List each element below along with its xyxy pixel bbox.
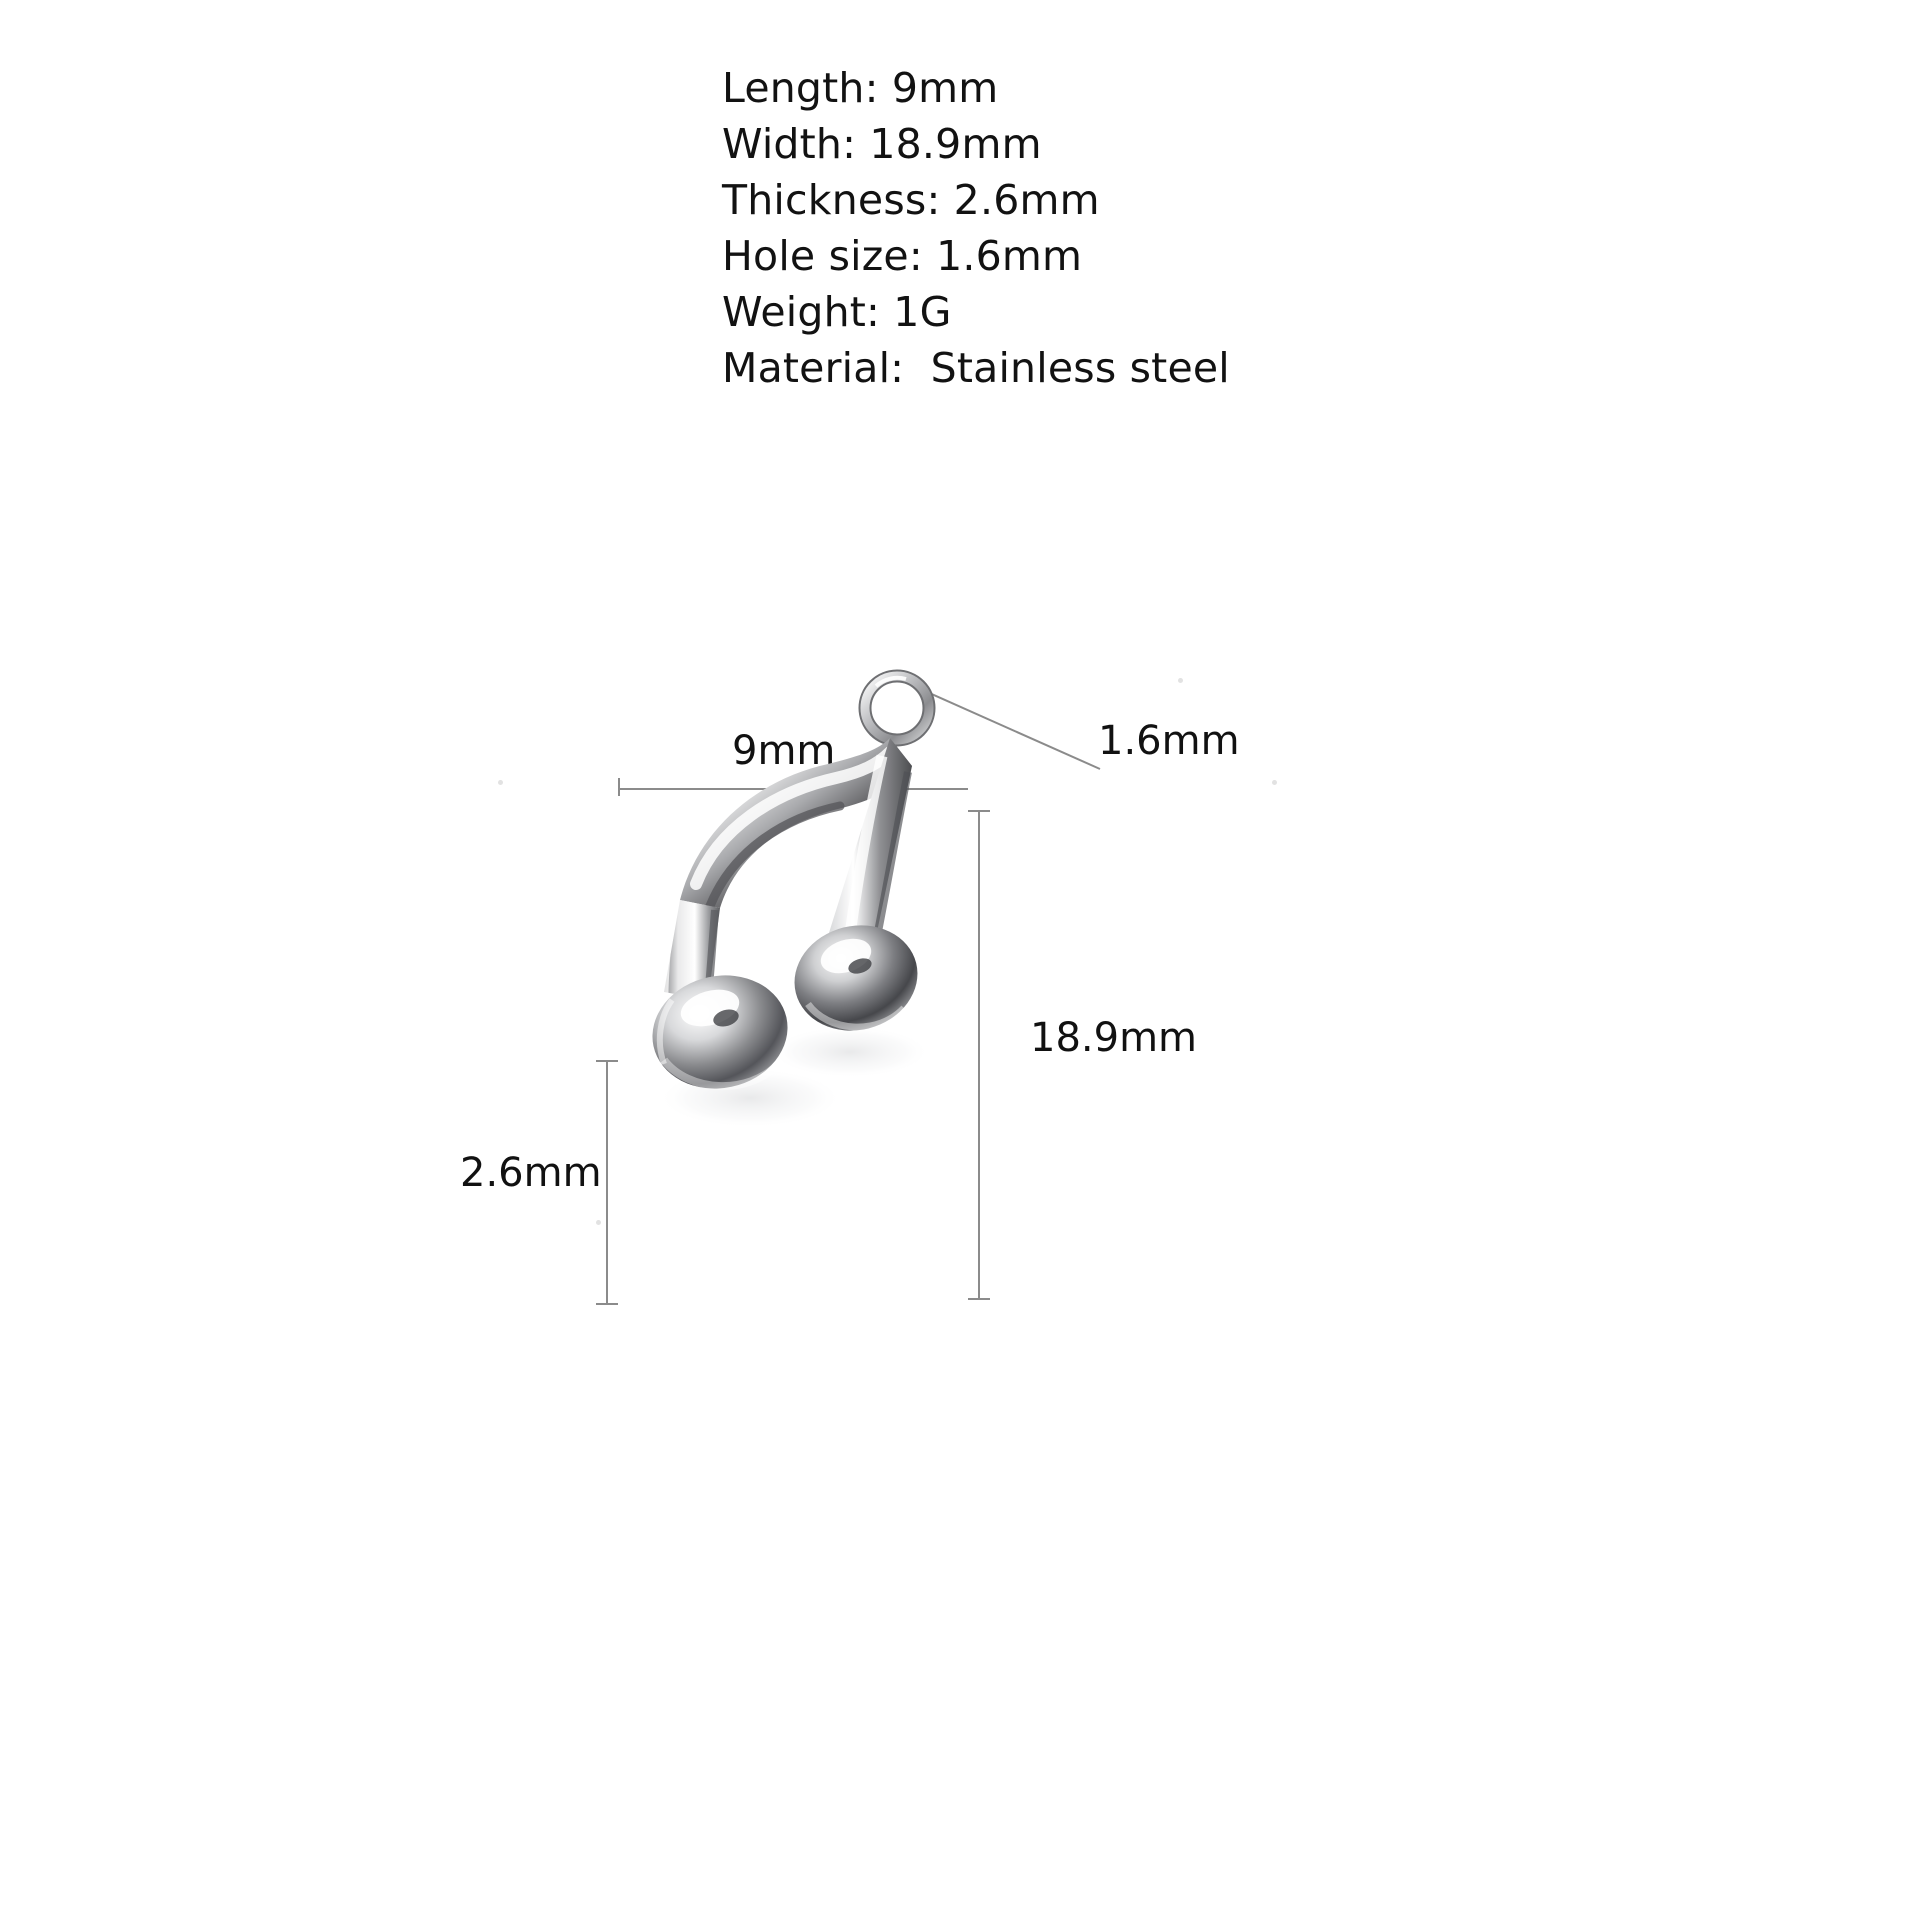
spec-line-weight: Weight: 1G (722, 288, 952, 336)
spec-line-width: Width: 18.9mm (722, 120, 1042, 168)
background-speckle (498, 780, 503, 785)
width-dimension-label: 18.9mm (1030, 1015, 1197, 1061)
note-head-right (783, 913, 928, 1044)
spec-line-thickness: Thickness: 2.6mm (722, 176, 1100, 224)
spec-line-length: Length: 9mm (722, 64, 999, 112)
specification-list (722, 60, 1422, 396)
music-note-charm-image (560, 660, 1340, 1360)
spec-line-material: Material: Stainless steel (722, 344, 1230, 392)
jump-ring-icon (865, 676, 929, 740)
length-dimension-label: 9mm (732, 728, 836, 774)
thickness-dimension-label: 2.6mm (460, 1150, 602, 1196)
hole-size-dimension-label: 1.6mm (1098, 718, 1240, 764)
spec-line-hole-size: Hole size: 1.6mm (722, 232, 1083, 280)
product-photo-figure (460, 660, 1340, 1360)
